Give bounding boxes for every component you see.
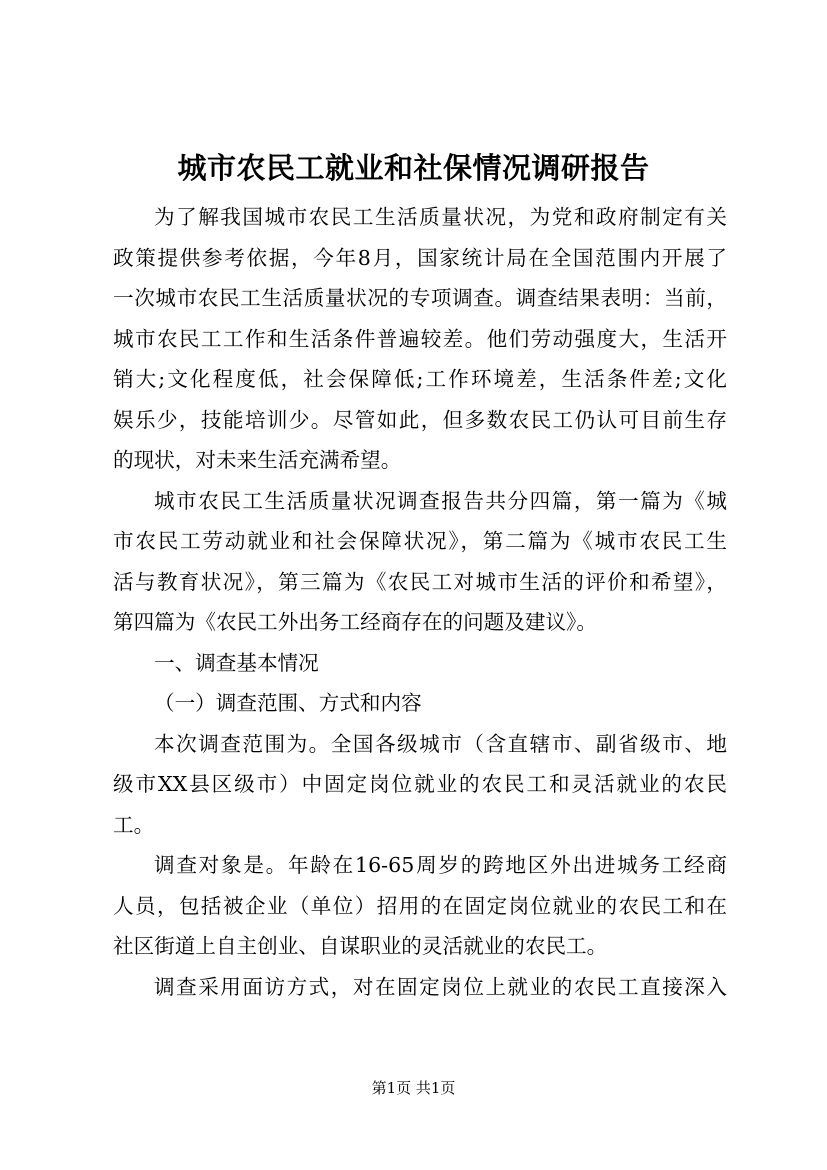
text-line: 一次城市农民工生活质量状况的专项调查。调查结果表明：当前， [113,286,727,310]
text-line: 的现状，对未来生活充满希望。 [113,448,402,472]
text-line: 城市农民工生活质量状况调查报告共分四篇，第一篇为《城 [154,488,727,513]
text-line: 第四篇为《农民工外出务工经商存在的问题及建议》。 [113,610,597,634]
text-line: 调查采用面访方式，对在固定岗位上就业的农民工直接深入 [154,974,727,999]
text-line: 城市农民工工作和生活条件普遍较差。他们劳动强度大，生活开 [113,326,727,351]
text-line: 娱乐少，技能培训少。尽管如此，但多数农民工仍认可目前生存 [113,407,727,432]
text-line: 销大;文化程度低，社会保障低;工作环境差，生活条件差;文化 [113,367,727,391]
text-line: 本次调查范围为。全国各级城市（含直辖市、副省级市、地 [154,731,727,756]
document-title: 城市农民工就业和社保情况调研报告 [177,151,650,185]
page-footer: 第1页 共1页 [371,1079,456,1097]
text-line: 调查对象是。年龄在16-65周岁的跨地区外出进城务工经商 [154,853,727,877]
subsection-heading: （一）调查范围、方式和内容 [154,691,422,715]
text-line: 活与教育状况》，第三篇为《农民工对城市生活的评价和希望》， [113,569,727,594]
text-line: 人员，包括被企业（单位）招用的在固定岗位就业的农民工和在 [113,893,727,918]
document-body [113,197,727,1007]
text-line: 市农民工劳动就业和社会保障状况》，第二篇为《城市农民工生 [113,529,727,553]
text-line: 级市XX县区级市）中固定岗位就业的农民工和灵活就业的农民 [113,772,727,796]
text-line: 政策提供参考依据，今年8月，国家统计局在全国范围内开展了 [113,245,727,270]
text-line: 为了解我国城市农民工生活质量状况，为党和政府制定有关 [154,205,727,229]
section-heading: 一、调查基本情况 [154,650,319,675]
text-line: 工。 [113,812,155,837]
text-line: 社区街道上自主创业、自谋职业的灵活就业的农民工。 [113,934,608,958]
